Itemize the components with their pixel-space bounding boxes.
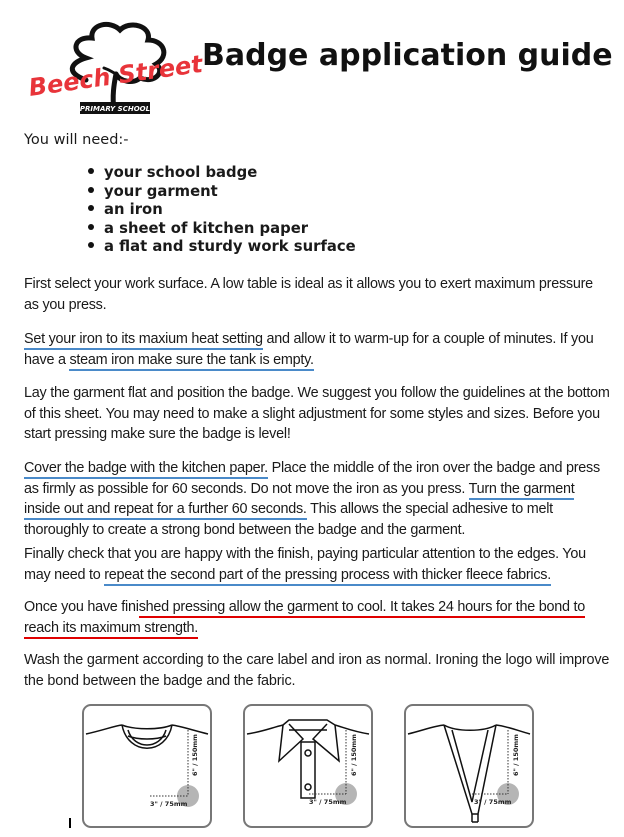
paragraph-pressing: Cover the badge with the kitchen paper. Place the middle of the iron over the badge and press as firmly as possible for 60 seconds. Do not move the iron as you press. Turn the garment inside out and repeat for a further 60 seconds. This allows the special adhesive to melt thoroughly to create a strong bond between the badge and the garment. xyxy=(24,460,600,538)
logo-text: Beech Street xyxy=(26,49,205,102)
tree-logo-icon xyxy=(24,10,205,120)
svg-text:3" / 75mm: 3" / 75mm xyxy=(150,800,188,808)
tshirt-icon xyxy=(84,706,209,825)
v-neck-sweater-icon xyxy=(406,706,531,825)
paragraph-position-badge: Lay the garment flat and position the badge. We suggest you follow the guidelines at the bottom of this sheet. You may need to make a slight adjustment for some styles and sizes. Before you start pressing make sure the badge is level! xyxy=(24,385,610,442)
page-title: Badge application guide xyxy=(202,38,613,73)
bullet-icon xyxy=(88,187,94,193)
paragraph-washing: Wash the garment according to the care label and iron as normal. Ironing the logo will improve the bond between the badge and the fabric. xyxy=(24,652,610,689)
diagram-vneck xyxy=(404,704,534,828)
diagram-polo xyxy=(243,704,373,828)
svg-text:3" / 75mm: 3" / 75mm xyxy=(474,798,512,806)
paragraph-finish-check: Finally check that you are happy with the finish, paying particular attention to the edges. You may need to repeat the second part of the pressing process with thicker fleece fabrics. xyxy=(24,544,610,585)
highlight-underline-red: shed pressing allow the garment to cool. It takes 24 hours for the bond to reach its maximum strength. xyxy=(24,599,585,639)
paragraph-iron-setting: Set your iron to its maxium heat setting and allow it to warm-up for a couple of minutes. If you have a steam iron make sure the tank is empty. xyxy=(24,329,610,370)
text-cursor xyxy=(69,818,71,828)
paragraph-cooling: Once you have finished pressing allow the garment to cool. It takes 24 hours for the bond to reach its maximum strength. xyxy=(24,597,610,638)
bullet-icon xyxy=(88,242,94,248)
list-item: a sheet of kitchen paper xyxy=(88,220,356,239)
svg-text:6" / 150mm: 6" / 150mm xyxy=(350,734,358,776)
requirements-intro: You will need:- xyxy=(24,132,129,148)
diagram-tshirt xyxy=(82,704,212,828)
logo-subtext: PRIMARY SCHOOL xyxy=(79,105,151,113)
highlight-underline: Set your iron to its maxium heat setting xyxy=(24,331,263,350)
school-logo xyxy=(24,10,205,120)
polo-shirt-icon xyxy=(245,706,370,825)
list-item: a flat and sturdy work surface xyxy=(88,238,356,257)
highlight-underline: Cover the badge with the kitchen paper. xyxy=(24,460,268,479)
svg-text:6" / 150mm: 6" / 150mm xyxy=(512,734,520,776)
svg-text:6" / 150mm: 6" / 150mm xyxy=(191,734,199,776)
highlight-underline: steam iron make sure the tank is empty. xyxy=(69,352,313,371)
requirements-list xyxy=(88,164,356,257)
svg-text:3" / 75mm: 3" / 75mm xyxy=(309,798,347,806)
list-item: your garment xyxy=(88,183,356,202)
bullet-icon xyxy=(88,205,94,211)
list-item: your school badge xyxy=(88,164,356,183)
highlight-underline: repeat the second part of the pressing process with thicker fleece fabrics. xyxy=(104,567,551,586)
highlight-underline: Turn the garment inside out and repeat for a further 60 seconds. xyxy=(24,481,574,521)
bullet-icon xyxy=(88,168,94,174)
paragraph-work-surface: First select your work surface. A low table is ideal as it allows you to exert maximum pressure as you press. xyxy=(24,276,593,313)
bullet-icon xyxy=(88,224,94,230)
list-item: an iron xyxy=(88,201,356,220)
